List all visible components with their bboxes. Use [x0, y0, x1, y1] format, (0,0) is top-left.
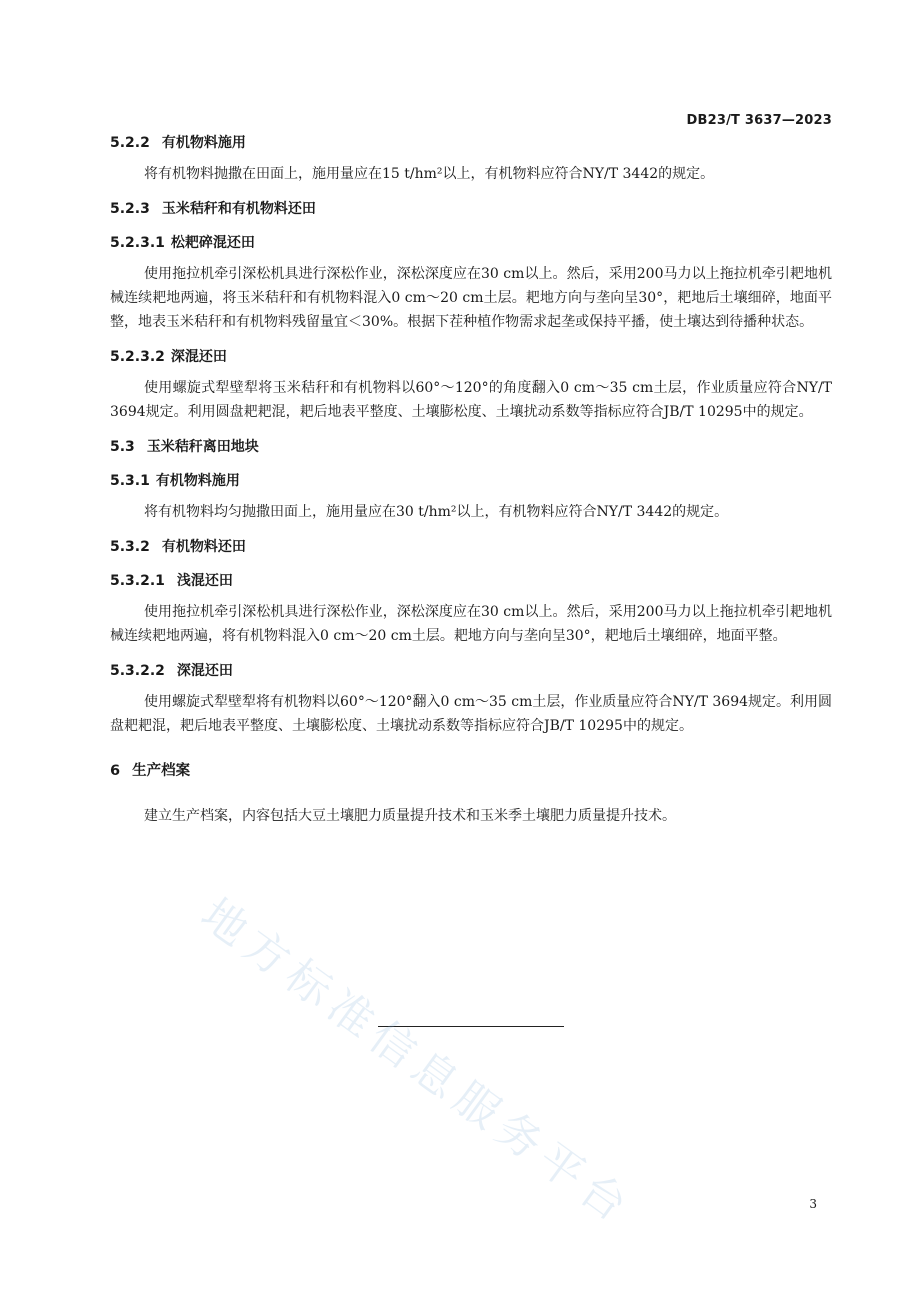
heading-title: 深混还田 — [170, 349, 227, 365]
heading-title: 有机物料施用 — [155, 473, 240, 489]
paragraph-6: 建立生产档案，内容包括大豆土壤肥力质量提升技术和玉米季土壤肥力质量提升技术。 — [144, 808, 676, 824]
end-rule — [378, 1026, 564, 1027]
heading-number: 5.2.3.1 — [110, 235, 165, 251]
heading-5-3 — [110, 436, 832, 458]
heading-5-3-2 — [110, 536, 832, 558]
watermark: 地方标准信息服务平台 — [191, 888, 643, 1236]
paragraph-5-2-3-2: 使用螺旋式犁壁犁将玉米秸秆和有机物料以60°～120°的角度翻入0 cm～35 cm土层，作业质量应符合NY/T 3694规定。利用圆盘耙耙混，耙后地表平整度、土壤膨松度、土壤扰动系数等指标应符合JB/T 10295中的规定。 — [110, 380, 832, 420]
heading-number: 5.3.1 — [110, 473, 150, 489]
heading-5-3-2-1 — [110, 570, 832, 592]
heading-title: 深混还田 — [176, 663, 233, 679]
document-body — [110, 132, 832, 828]
heading-title: 生产档案 — [132, 763, 191, 779]
heading-number: 6 — [110, 763, 121, 779]
heading-title: 有机物料施用 — [161, 135, 246, 151]
heading-title: 玉米秸秆离田地块 — [146, 439, 259, 455]
heading-title: 有机物料还田 — [161, 539, 246, 555]
paragraph-5-3-2-1: 使用拖拉机牵引深松机具进行深松作业，深松深度应在30 cm以上。然后，采用200马力以上拖拉机牵引耙地机械连续耙地两遍，将有机物料混入0 cm～20 cm土层。耙地方向与垄向呈30°，耙地后土壤细碎，地面平整。 — [110, 604, 832, 644]
paragraph-5-3-1: 将有机物料均匀抛撒田面上，施用量应在30 t/hm²以上，有机物料应符合NY/T 3442的规定。 — [144, 504, 729, 520]
page-number: 3 — [809, 1197, 817, 1211]
heading-5-3-1 — [110, 470, 832, 492]
heading-title: 松耙碎混还田 — [170, 235, 255, 251]
heading-number: 5.3.2.1 — [110, 573, 165, 589]
heading-5-2-2 — [110, 132, 832, 154]
heading-title: 浅混还田 — [176, 573, 233, 589]
paragraph-5-3-2-2: 使用螺旋式犁壁犁将有机物料以60°～120°翻入0 cm～35 cm土层，作业质量应符合NY/T 3694规定。利用圆盘耙耙混，耙后地表平整度、土壤膨松度、土壤扰动系数等指标应符合JB/T 10295中的规定。 — [110, 694, 833, 734]
heading-6 — [110, 760, 832, 782]
heading-title: 玉米秸秆和有机物料还田 — [161, 201, 316, 217]
heading-5-2-3-1 — [110, 232, 832, 254]
heading-5-3-2-2 — [110, 660, 832, 682]
heading-number: 5.2.3.2 — [110, 349, 165, 365]
heading-number: 5.2.3 — [110, 201, 150, 217]
heading-number: 5.3 — [110, 439, 135, 455]
heading-number: 5.3.2 — [110, 539, 150, 555]
heading-5-2-3 — [110, 198, 832, 220]
heading-5-2-3-2 — [110, 346, 832, 368]
heading-number: 5.3.2.2 — [110, 663, 165, 679]
standard-code: DB23/T 3637—2023 — [686, 113, 832, 128]
paragraph-5-2-2: 将有机物料抛撒在田面上，施用量应在15 t/hm²以上，有机物料应符合NY/T 3442的规定。 — [144, 166, 715, 182]
heading-number: 5.2.2 — [110, 135, 150, 151]
paragraph-5-2-3-1: 使用拖拉机牵引深松机具进行深松作业，深松深度应在30 cm以上。然后，采用200马力以上拖拉机牵引耙地机械连续耙地两遍，将玉米秸秆和有机物料混入0 cm～20 cm土层。耙地方向与垄向呈30°，耙地后土壤细碎，地面平整，地表玉米秸秆和有机物料残留量宜＜30%。根据下茬种植作物需求起垄或保持平播，使土壤达到待播种状态。 — [110, 266, 832, 330]
